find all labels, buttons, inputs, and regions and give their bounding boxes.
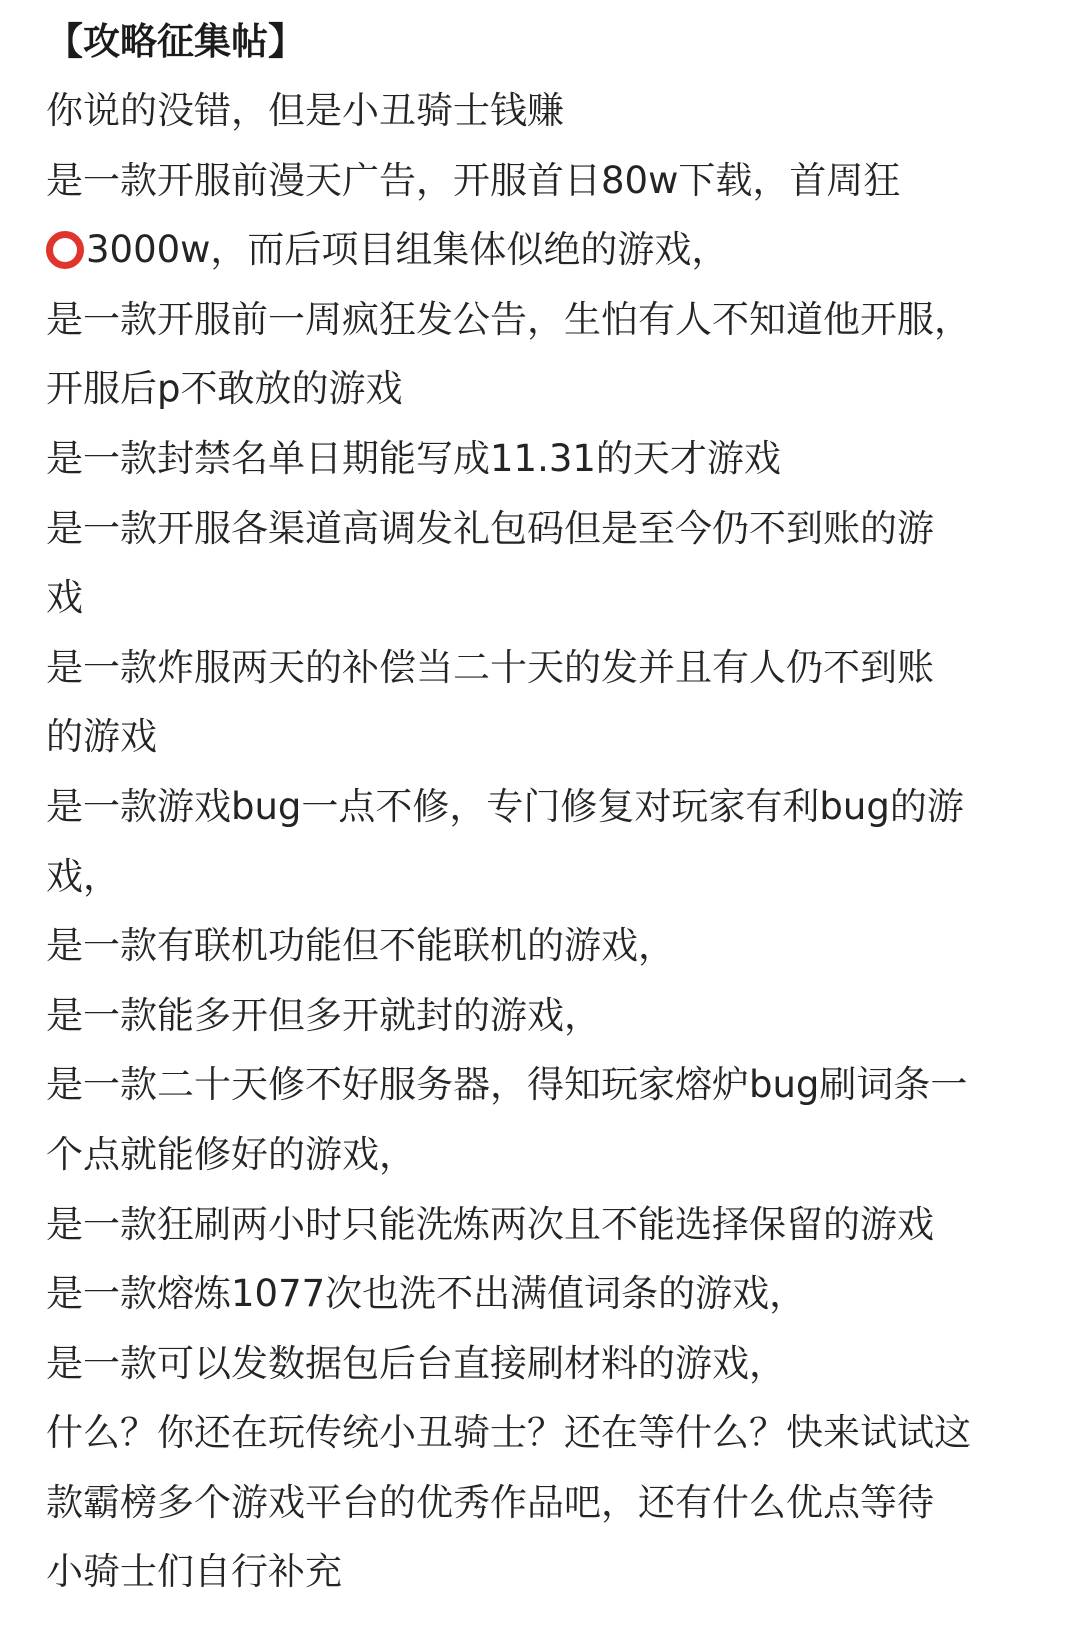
post-line: 是一款炸服两天的补偿当二十天的发并且有人仍不到账 xyxy=(46,645,934,689)
post-line: 开服后p不敢放的游戏 xyxy=(46,367,403,411)
post-line: 你说的没错，但是小丑骑士钱赚 xyxy=(46,89,564,132)
post-line: 戏， xyxy=(46,854,120,898)
post-title: 【攻略征集帖】 xyxy=(46,20,305,63)
post-line: 什么？你还在玩传统小丑骑士？还在等什么？快来试试这 xyxy=(46,1411,971,1455)
post-line: 是一款游戏bug一点不修，专门修复对玩家有利bug的游 xyxy=(46,784,964,828)
post-line: 是一款熔炼1077次也洗不出满值词条的游戏， xyxy=(46,1272,807,1316)
post-line: 是一款可以发数据包后台直接刷材料的游戏， xyxy=(46,1341,786,1385)
post-line: 是一款开服前一周疯狂发公告，生怕有人不知道他开服， xyxy=(46,297,971,341)
post-line-text: 3000w，而后项目组集体似绝的游戏， xyxy=(86,228,729,272)
post-line: 戏 xyxy=(46,576,83,620)
post-line: 是一款能多开但多开就封的游戏， xyxy=(46,993,601,1037)
post-line: 是一款狂刷两小时只能洗炼两次且不能选择保留的游戏 xyxy=(46,1202,934,1246)
post-line: 是一款开服各渠道高调发礼包码但是至今仍不到账的游 xyxy=(46,506,934,550)
post-line: 是一款二十天修不好服务器，得知玩家熔炉bug刷词条一 xyxy=(46,1063,968,1107)
post-line: 小骑士们自行补充 xyxy=(46,1550,342,1594)
post-line-with-emoji xyxy=(46,215,1034,285)
post-line: 是一款有联机功能但不能联机的游戏， xyxy=(46,924,675,968)
post-line: 是一款封禁名单日期能写成11.31的天才游戏 xyxy=(46,436,781,480)
post-line: 是一款开服前漫天广告，开服首日80w下载，首周狂 xyxy=(46,158,901,202)
red-circle-emoji-icon xyxy=(46,231,84,269)
post-line: 个点就能修好的游戏， xyxy=(46,1132,416,1176)
post-line: 的游戏 xyxy=(46,715,157,759)
post-line: 款霸榜多个游戏平台的优秀作品吧，还有什么优点等待 xyxy=(46,1480,934,1524)
